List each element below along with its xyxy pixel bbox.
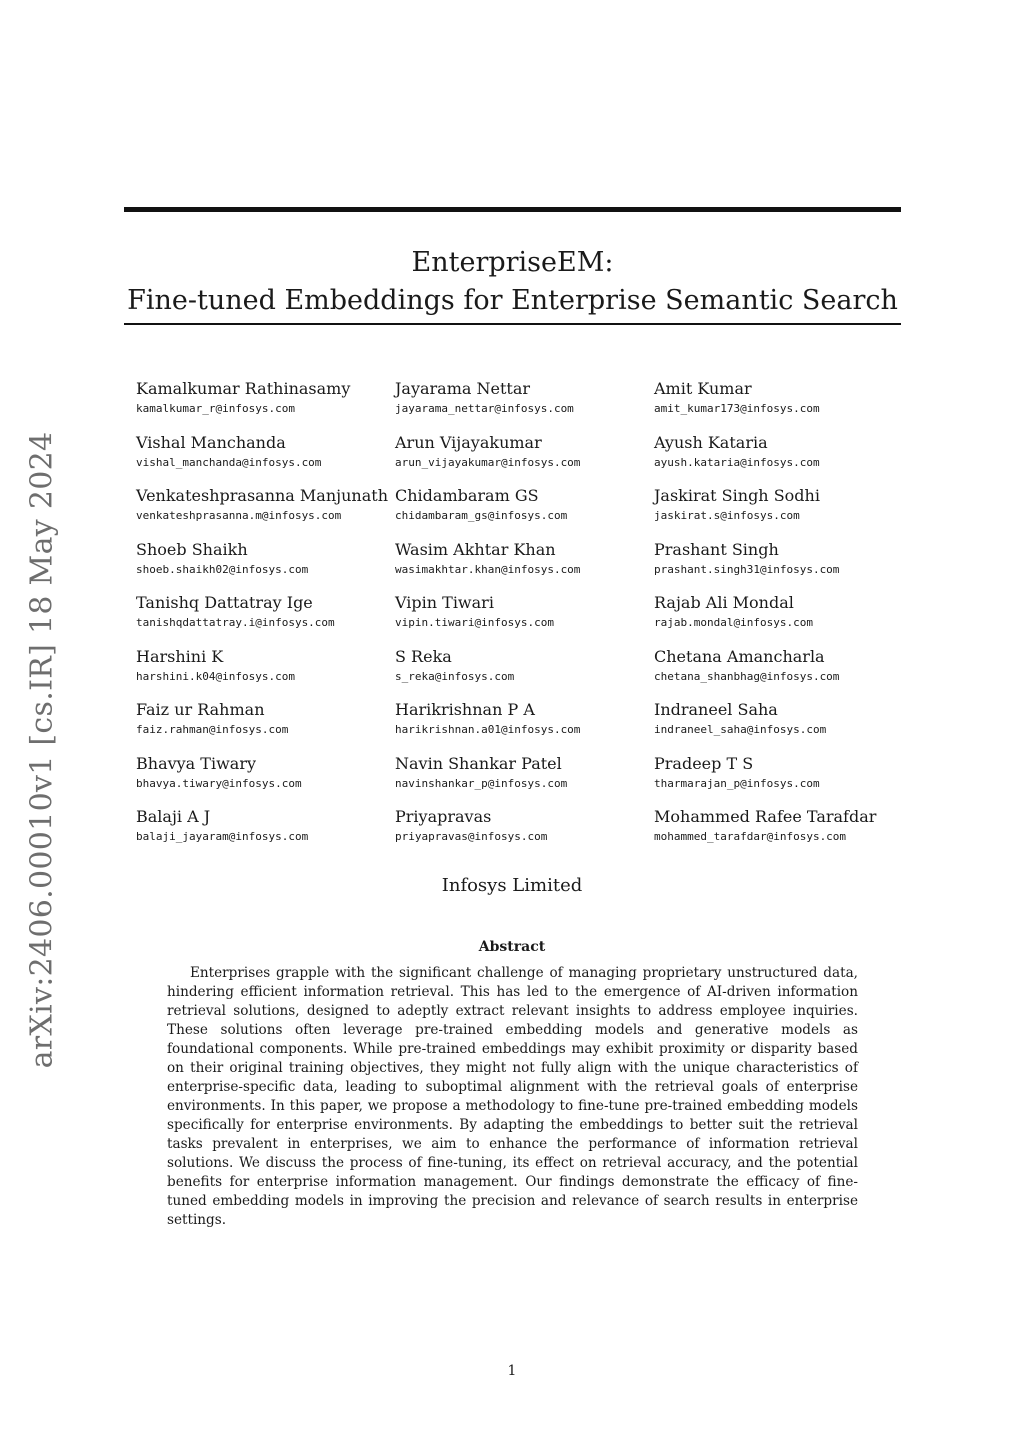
author-email: venkateshprasanna.m@infosys.com <box>136 509 342 522</box>
abstract-heading: Abstract <box>478 939 546 955</box>
author-entry <box>654 378 914 432</box>
author-email: harshini.k04@infosys.com <box>136 669 295 683</box>
author-name: Amit Kumar <box>654 379 752 398</box>
author-entry <box>136 432 395 486</box>
author-name: Kamalkumar Rathinasamy <box>136 379 351 398</box>
author-email: mohammed_tarafdar@infosys.com <box>654 830 847 843</box>
author-email: arun_vijayakumar@infosys.com <box>395 455 581 469</box>
author-email: tharmarajan_p@infosys.com <box>654 776 820 790</box>
author-email: prashant.singh31@infosys.com <box>654 562 840 576</box>
author-name: Mohammed Rafee Tarafdar <box>654 807 877 826</box>
author-name: Balaji A J <box>136 807 211 826</box>
abstract-body: Enterprises grapple with the significant challenge of managing proprietary unstructured data, hindering efficient information retrieval. This has led to the emergence of AI-driven information retrieval solutions, designed to adeptly extract relevant insights to address employee inquiries. These solutions often leverage pre-trained embedding models and generative models as foundational components. While pre-trained embeddings may exhibit proximity or disparity based on their original training objectives, they might not fully align with the unique characteristics of enterprise-specific data, leading to suboptimal alignment with the retrieval goals of enterprise environments. In this paper, we propose a methodology to fine-tune pre-trained embedding models specifically for enterprise environments. By adapting the embeddings to better suit the retrieval tasks prevalent in enterprises, we aim to enhance the performance of information retrieval solutions. We discuss the process of fine-tuning, its effect on retrieval accuracy, and the potential benefits for enterprise information management. Our findings demonstrate the efficacy of fine-tuned embedding models in improving the precision and relevance of search results in enterprise settings. <box>167 965 858 1228</box>
author-name: Shoeb Shaikh <box>136 539 248 559</box>
author-email: ayush.kataria@infosys.com <box>654 455 820 469</box>
author-name: Prashant Singh <box>654 539 779 559</box>
author-entry <box>395 592 654 646</box>
author-name: Wasim Akhtar Khan <box>395 539 556 559</box>
author-email: wasimakhtar.khan@infosys.com <box>395 562 581 576</box>
affiliation: Infosys Limited <box>441 875 583 896</box>
paper-title-line-1: EnterpriseEM: <box>411 247 614 279</box>
author-email: balaji_jayaram@infosys.com <box>136 830 309 843</box>
author-name: Chidambaram GS <box>395 486 539 505</box>
author-entry <box>654 592 914 646</box>
author-email: jayarama_nettar@infosys.com <box>395 402 574 415</box>
author-entry <box>136 753 395 807</box>
author-name: Venkateshprasanna Manjunath <box>136 486 388 505</box>
author-name: Ayush Kataria <box>654 432 768 452</box>
paper-title-line-2: Fine-tuned Embeddings for Enterprise Semantic Search <box>127 285 898 317</box>
author-name: S Reka <box>395 646 452 666</box>
paper-title <box>124 244 901 320</box>
author-entry <box>395 539 654 593</box>
author-entry <box>136 806 395 860</box>
author-email: harikrishnan.a01@infosys.com <box>395 723 581 736</box>
author-name: Rajab Ali Mondal <box>654 593 794 612</box>
author-email: priyapravas@infosys.com <box>395 830 548 843</box>
author-email: tanishqdattatray.i@infosys.com <box>136 616 335 629</box>
author-email: kamalkumar_r@infosys.com <box>136 402 295 415</box>
author-name: Harshini K <box>136 646 224 666</box>
author-name: Navin Shankar Patel <box>395 753 562 773</box>
author-entry <box>654 699 914 753</box>
author-name: Faiz ur Rahman <box>136 700 265 719</box>
author-entry <box>136 646 395 700</box>
author-email: chidambaram_gs@infosys.com <box>395 509 568 522</box>
author-name: Pradeep T S <box>654 753 754 773</box>
author-entry <box>654 432 914 486</box>
author-entry <box>395 806 654 860</box>
author-name: Bhavya Tiwary <box>136 753 257 773</box>
author-email: navinshankar_p@infosys.com <box>395 776 568 790</box>
author-entry <box>395 378 654 432</box>
author-entry <box>654 753 914 807</box>
author-email: faiz.rahman@infosys.com <box>136 723 289 736</box>
author-name: Indraneel Saha <box>654 700 778 719</box>
arxiv-identifier-stamp: arXiv:2406.00010v1 [cs.IR] 18 May 2024 <box>24 431 60 1069</box>
author-entry <box>136 485 395 539</box>
author-name: Tanishq Dattatray Ige <box>136 593 313 612</box>
author-entry <box>136 539 395 593</box>
author-entry <box>395 485 654 539</box>
author-list <box>136 378 896 860</box>
page-number: 1 <box>507 1363 517 1379</box>
author-name: Vishal Manchanda <box>136 432 286 452</box>
author-entry <box>654 485 914 539</box>
author-name: Arun Vijayakumar <box>395 432 542 452</box>
author-entry <box>654 539 914 593</box>
author-email: jaskirat.s@infosys.com <box>654 509 800 522</box>
author-email: indraneel_saha@infosys.com <box>654 723 827 736</box>
author-name: Jaskirat Singh Sodhi <box>654 486 820 505</box>
author-entry <box>654 646 914 700</box>
author-entry <box>136 378 395 432</box>
author-name: Chetana Amancharla <box>654 646 825 666</box>
author-entry <box>395 646 654 700</box>
author-entry <box>136 592 395 646</box>
author-name: Vipin Tiwari <box>395 593 494 612</box>
author-entry <box>395 753 654 807</box>
author-email: rajab.mondal@infosys.com <box>654 616 813 629</box>
author-email: shoeb.shaikh02@infosys.com <box>136 562 309 576</box>
author-email: amit_kumar173@infosys.com <box>654 402 820 415</box>
author-entry <box>395 432 654 486</box>
title-bottom-rule <box>124 323 901 325</box>
title-top-rule <box>124 207 901 212</box>
author-name: Harikrishnan P A <box>395 700 535 719</box>
author-entry <box>654 806 914 860</box>
author-email: vishal_manchanda@infosys.com <box>136 455 322 469</box>
author-email: s_reka@infosys.com <box>395 669 515 683</box>
author-name: Jayarama Nettar <box>395 379 531 398</box>
author-email: vipin.tiwari@infosys.com <box>395 616 554 629</box>
author-name: Priyapravas <box>395 807 492 826</box>
author-email: chetana_shanbhag@infosys.com <box>654 669 840 683</box>
author-entry <box>395 699 654 753</box>
author-entry <box>136 699 395 753</box>
author-email: bhavya.tiwary@infosys.com <box>136 776 302 790</box>
